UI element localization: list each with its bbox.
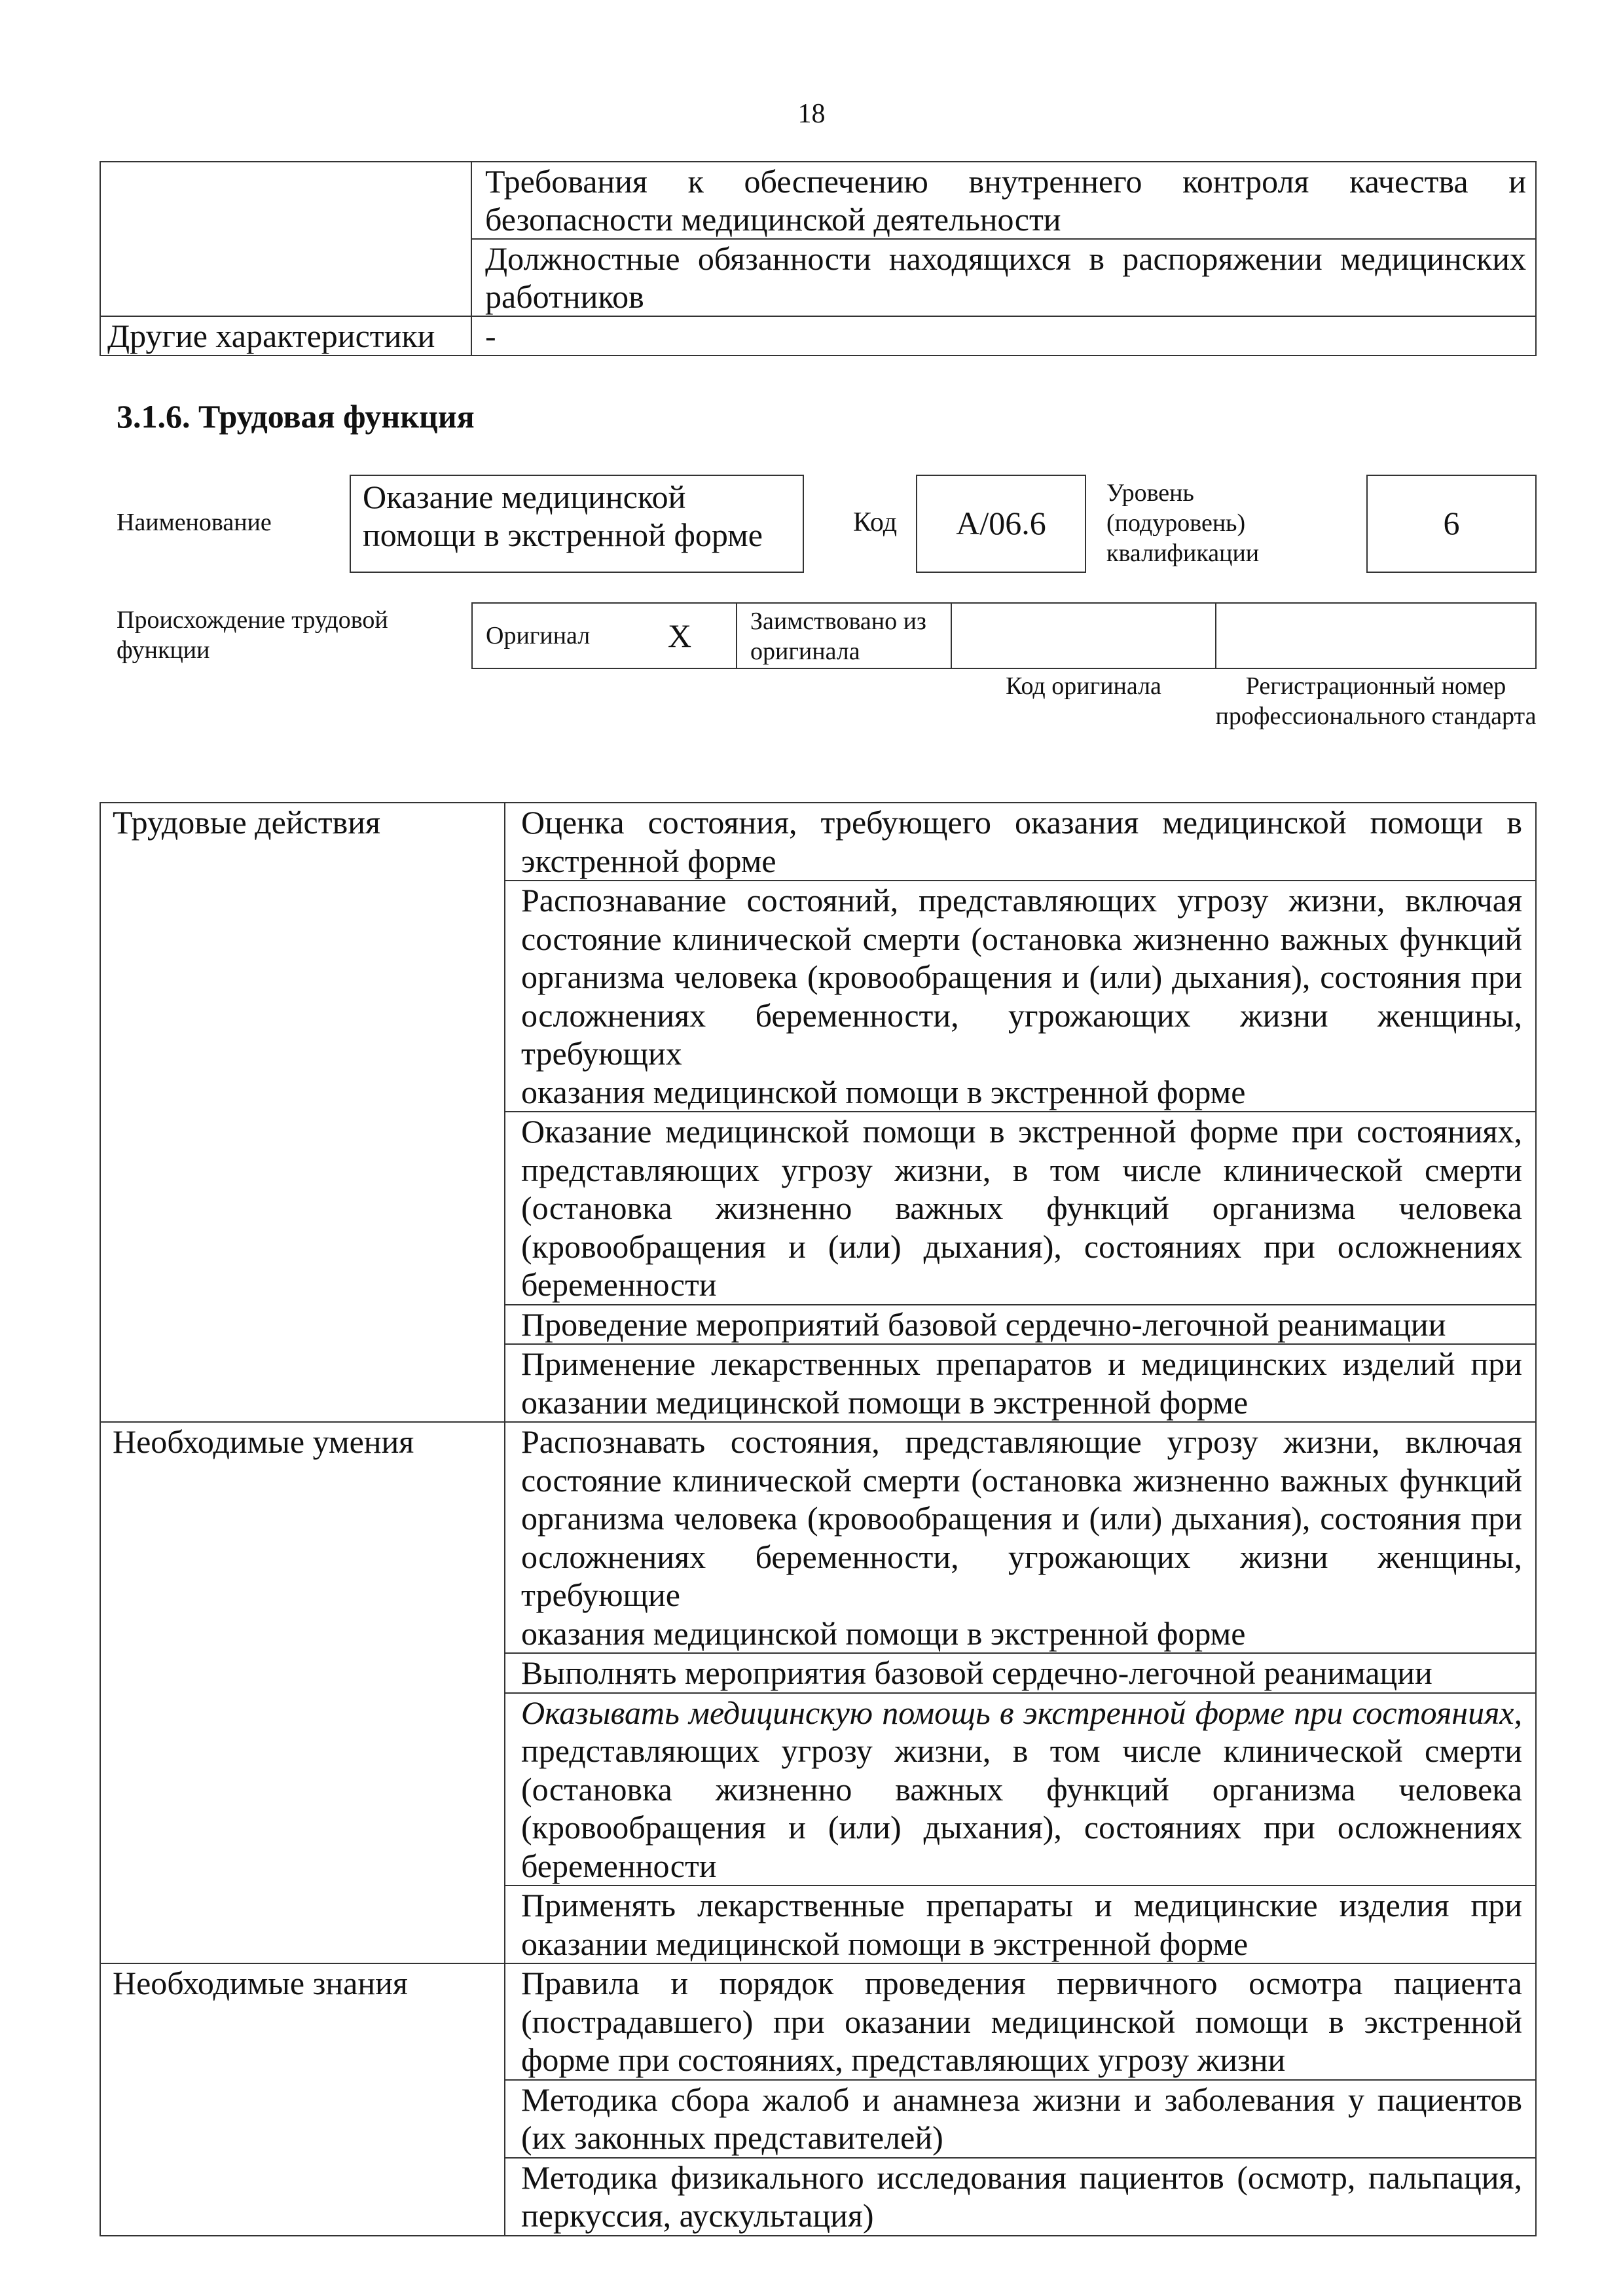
origin-label: Происхождение трудовой функции bbox=[117, 606, 388, 664]
name-value-box bbox=[350, 475, 804, 573]
other-characteristics-label: Другие характеристики bbox=[100, 316, 471, 355]
group-label-knowledge: Необходимые знания bbox=[100, 1963, 505, 2236]
name-value: Оказание медицинской помощи в экстренной форме bbox=[363, 479, 763, 553]
code-label: Код bbox=[853, 507, 898, 538]
original-box bbox=[471, 602, 737, 669]
table-row: Должностные обязанности находящихся в распоряжении медицинских работников bbox=[471, 239, 1536, 316]
table-row: Распознавать состояния, представляющие угрозу жизни, включая состояние клинической смерти (остановка жизненно важных функций организма человека (кровообращения и (или) дыхания), состояния при осложнениях беременности, угрожающих жизни женщины, требующие оказания медицинской помощи в экстренной форме bbox=[505, 1422, 1536, 1653]
table-row: Оказывать медицинскую помощь в экстренной форме при состояниях, представляющих угрозу жизни, в том числе клинической смерти (остановка жизненно важных функций организма человека (кровообращения и (или) дыхания), состояниях при осложнениях беременности bbox=[505, 1693, 1536, 1886]
original-mark: X bbox=[668, 617, 692, 654]
group-label-skills: Необходимые умения bbox=[100, 1422, 505, 1963]
table-row: Применять лекарственные препараты и медицинские изделия при оказании медицинской помощи в экстренной форме bbox=[505, 1886, 1536, 1963]
level-label: Уровень (подуровень) квалификации bbox=[1106, 479, 1260, 567]
borrowed-box bbox=[736, 602, 952, 669]
table-row: Оказание медицинской помощи в экстренной форме при состояниях, представляющих угрозу жизни, в том числе клинической смерти (остановка жизненно важных функций организма человека (кровообращения и (или) дыхания), состояниях при осложнениях беременности bbox=[505, 1112, 1536, 1305]
table-row: Правила и порядок проведения первичного осмотра пациента (пострадавшего) при оказании медицинской помощи в экстренной форме при состояниях, представляющих угрозу жизни bbox=[505, 1963, 1536, 2080]
borrowed-label: Заимствовано из оригинала bbox=[750, 608, 926, 665]
table-row: Распознавание состояний, представляющих угрозу жизни, включая состояние клинической смерти (остановка жизненно важных функций организма человека (кровообращения и (или) дыхания), состояния при осложнениях беременности, угрожающих жизни женщины, требующих оказания медицинской помощи в экстренной форме bbox=[505, 881, 1536, 1112]
page-number: 18 bbox=[797, 99, 826, 129]
code-value: A/06.6 bbox=[956, 505, 1046, 541]
table-row: Применение лекарственных препаратов и медицинских изделий при оказании медицинской помощи в экстренной форме bbox=[505, 1344, 1536, 1422]
requirements-table-continuation bbox=[100, 161, 1537, 356]
reg-number-box bbox=[1215, 602, 1537, 669]
table-row: Методика сбора жалоб и анамнеза жизни и заболевания у пациентов (их законных представителей) bbox=[505, 2080, 1536, 2158]
empty-label-cell bbox=[100, 162, 471, 316]
name-label: Наименование bbox=[117, 509, 272, 536]
table-row: Проведение мероприятий базовой сердечно-легочной реанимации bbox=[505, 1305, 1536, 1345]
level-value: 6 bbox=[1443, 505, 1460, 541]
table-row: Методика физикального исследования пациентов (осмотр, пальпация, перкуссия, аускультация) bbox=[505, 2158, 1536, 2236]
table-row: Требования к обеспечению внутреннего контроля качества и безопасности медицинской деятельности bbox=[471, 162, 1536, 239]
table-row: Выполнять мероприятия базовой сердечно-легочной реанимации bbox=[505, 1653, 1536, 1693]
group-label-actions: Трудовые действия bbox=[100, 803, 505, 1422]
other-characteristics-value: - bbox=[471, 316, 1536, 355]
code-value-box bbox=[916, 475, 1086, 573]
section-heading: 3.1.6. Трудовая функция bbox=[117, 398, 475, 435]
labor-function-table bbox=[100, 802, 1537, 2236]
reg-number-caption: Регистрационный номер профессионального стандарта bbox=[1215, 672, 1537, 730]
level-value-box bbox=[1366, 475, 1537, 573]
original-label: Оригинал bbox=[486, 622, 591, 649]
table-row: Оценка состояния, требующего оказания медицинской помощи в экстренной форме bbox=[505, 803, 1536, 881]
code-original-caption: Код оригинала bbox=[1006, 672, 1161, 700]
code-original-box bbox=[951, 602, 1216, 669]
